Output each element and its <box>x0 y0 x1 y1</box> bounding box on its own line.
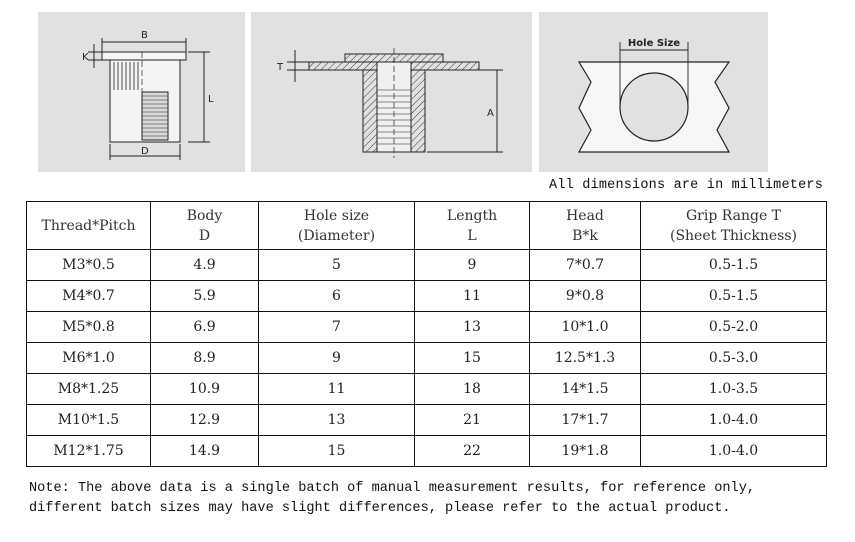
table-row <box>27 281 827 312</box>
cell-grip-range: 0.5-3.0 <box>641 343 827 374</box>
table-row <box>27 343 827 374</box>
cell-body: 4.9 <box>151 250 259 281</box>
cell-body: 12.9 <box>151 405 259 436</box>
cell-hole-size: 13 <box>259 405 415 436</box>
table-header-row <box>27 202 827 250</box>
header-hole-size: Hole size (Diameter) <box>259 202 415 250</box>
cell-thread-pitch: M12*1.75 <box>27 436 151 467</box>
header-thread-pitch: Thread*Pitch <box>27 202 151 250</box>
cell-hole-size: 5 <box>259 250 415 281</box>
label-hole-size: Hole Size <box>627 38 681 49</box>
cell-hole-size: 9 <box>259 343 415 374</box>
cell-head: 19*1.8 <box>530 436 641 467</box>
cell-thread-pitch: M3*0.5 <box>27 250 151 281</box>
cell-thread-pitch: M5*0.8 <box>27 312 151 343</box>
cell-head: 9*0.8 <box>530 281 641 312</box>
cell-head: 10*1.0 <box>530 312 641 343</box>
cell-length: 22 <box>415 436 530 467</box>
cell-hole-size: 6 <box>259 281 415 312</box>
cell-head: 12.5*1.3 <box>530 343 641 374</box>
cell-grip-range: 0.5-1.5 <box>641 250 827 281</box>
table-row <box>27 436 827 467</box>
cell-grip-range: 0.5-2.0 <box>641 312 827 343</box>
label-b: B <box>141 30 148 41</box>
table-row <box>27 312 827 343</box>
header-head: Head B*k <box>530 202 641 250</box>
label-a: A <box>487 108 494 119</box>
header-length: Length L <box>415 202 530 250</box>
label-l: L <box>208 94 214 105</box>
cell-thread-pitch: M10*1.5 <box>27 405 151 436</box>
side-view-drawing <box>38 12 245 172</box>
table-row <box>27 374 827 405</box>
rivet-nut-section-view-diagram <box>251 12 532 172</box>
cell-thread-pitch: M6*1.0 <box>27 343 151 374</box>
cell-thread-pitch: M8*1.25 <box>27 374 151 405</box>
cell-length: 11 <box>415 281 530 312</box>
cell-body: 8.9 <box>151 343 259 374</box>
table-row <box>27 405 827 436</box>
header-body: Body D <box>151 202 259 250</box>
cell-grip-range: 1.0-4.0 <box>641 405 827 436</box>
cell-grip-range: 0.5-1.5 <box>641 281 827 312</box>
cell-body: 5.9 <box>151 281 259 312</box>
cell-grip-range: 1.0-3.5 <box>641 374 827 405</box>
header-grip-range: Grip Range T (Sheet Thickness) <box>641 202 827 250</box>
cell-hole-size: 15 <box>259 436 415 467</box>
specification-table <box>26 201 827 467</box>
table-row <box>27 250 827 281</box>
cell-body: 10.9 <box>151 374 259 405</box>
cell-body: 6.9 <box>151 312 259 343</box>
section-view-drawing <box>251 12 532 172</box>
label-d: D <box>141 146 149 157</box>
rivet-nut-side-view-diagram <box>38 12 245 172</box>
cell-head: 7*0.7 <box>530 250 641 281</box>
cell-head: 17*1.7 <box>530 405 641 436</box>
cell-length: 18 <box>415 374 530 405</box>
cell-thread-pitch: M4*0.7 <box>27 281 151 312</box>
cell-hole-size: 7 <box>259 312 415 343</box>
label-t: T <box>277 62 284 73</box>
cell-body: 14.9 <box>151 436 259 467</box>
cell-grip-range: 1.0-4.0 <box>641 436 827 467</box>
cell-length: 15 <box>415 343 530 374</box>
disclaimer-note: Note: The above data is a single batch of manual measurement results, for reference only, different batch sizes may have slight differences, please refer to the actual product. <box>29 481 756 516</box>
hole-size-diagram <box>539 12 768 172</box>
cell-length: 13 <box>415 312 530 343</box>
hole-view-drawing <box>539 12 768 172</box>
cell-head: 14*1.5 <box>530 374 641 405</box>
label-k: K <box>82 52 89 63</box>
units-note: All dimensions are in millimeters <box>549 178 823 193</box>
cell-length: 21 <box>415 405 530 436</box>
cell-hole-size: 11 <box>259 374 415 405</box>
cell-length: 9 <box>415 250 530 281</box>
